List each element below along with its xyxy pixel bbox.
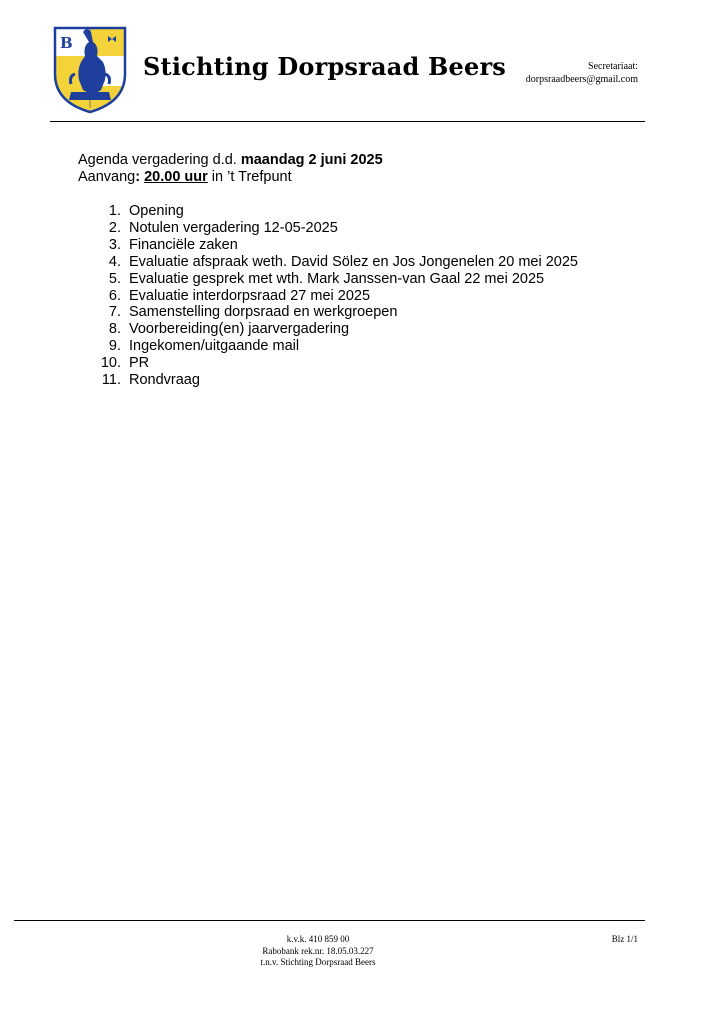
- item-text: Opening: [129, 203, 184, 219]
- secretariat-block: [526, 60, 638, 86]
- item-text: Evaluatie gesprek met wth. Mark Janssen-van Gaal 22 mei 2025: [129, 270, 545, 287]
- item-number: 1.: [108, 203, 121, 219]
- list-item: [78, 237, 578, 254]
- item-number: 6.: [108, 287, 121, 304]
- item-text: Voorbereiding(en) jaarvergadering: [129, 321, 350, 338]
- list-item: [78, 220, 578, 237]
- item-number: 4.: [108, 253, 121, 270]
- list-item: [78, 355, 578, 372]
- header-divider: [50, 121, 645, 122]
- agenda-start-colon: :: [135, 169, 145, 185]
- item-text: Rondvraag: [129, 372, 200, 389]
- secretariat-label: Secretariaat:: [588, 61, 638, 72]
- list-item: [78, 304, 578, 321]
- item-number: 5.: [108, 270, 121, 287]
- secretariat-email: dorpsraadbeers@gmail.com: [525, 74, 638, 85]
- list-item: [78, 372, 578, 389]
- svg-text:B: B: [60, 34, 73, 52]
- item-number: 10.: [100, 355, 121, 372]
- footer-account-holder: t.n.v. Stichting Dorpsraad Beers: [260, 957, 376, 967]
- footer-block: [228, 934, 408, 969]
- coat-of-arms-logo: [53, 24, 127, 114]
- item-number: 2.: [108, 219, 121, 236]
- footer-bank: Rabobank rek.nr. 18.05.03.227: [262, 945, 374, 956]
- item-number: 3.: [108, 236, 121, 253]
- item-text: Notulen vergadering 12-05-2025: [129, 219, 338, 236]
- agenda-start-time: 20.00 uur: [144, 169, 208, 185]
- item-text: Evaluatie interdorpsraad 27 mei 2025: [129, 287, 371, 304]
- item-number: 7.: [108, 304, 121, 321]
- agenda-date-line: [78, 152, 383, 169]
- item-number: 9.: [108, 338, 121, 355]
- agenda-start-line: [78, 169, 383, 186]
- list-item: [78, 203, 578, 220]
- item-text: Samenstelling dorpsraad en werkgroepen: [129, 304, 398, 321]
- agenda-heading: [78, 152, 383, 186]
- agenda-date: maandag 2 juni 2025: [240, 152, 383, 168]
- footer-kvk: k.v.k. 410 859 00: [286, 934, 350, 944]
- list-item: [78, 321, 578, 338]
- item-text: Financiële zaken: [129, 236, 238, 253]
- list-item: [78, 338, 578, 355]
- organization-name: Stichting Dorpsraad Beers: [143, 52, 507, 81]
- agenda-start-prefix: Aanvang: [78, 169, 136, 185]
- agenda-items-list: [78, 203, 578, 389]
- list-item: [78, 254, 578, 271]
- item-text: Ingekomen/uitgaande mail: [129, 338, 300, 355]
- list-item: [78, 288, 578, 305]
- footer-divider: [14, 920, 645, 921]
- agenda-location: in ’t Trefpunt: [207, 169, 292, 185]
- item-text: Evaluatie afspraak weth. David Sölez en Jos Jongenelen 20 mei 2025: [129, 253, 578, 270]
- agenda-date-prefix: Agenda vergadering d.d.: [78, 152, 241, 168]
- list-item: [78, 271, 578, 288]
- item-number: 8.: [108, 321, 121, 338]
- item-text: PR: [129, 355, 150, 372]
- page-number: Blz 1/1: [611, 934, 638, 944]
- item-number: 11.: [101, 372, 121, 389]
